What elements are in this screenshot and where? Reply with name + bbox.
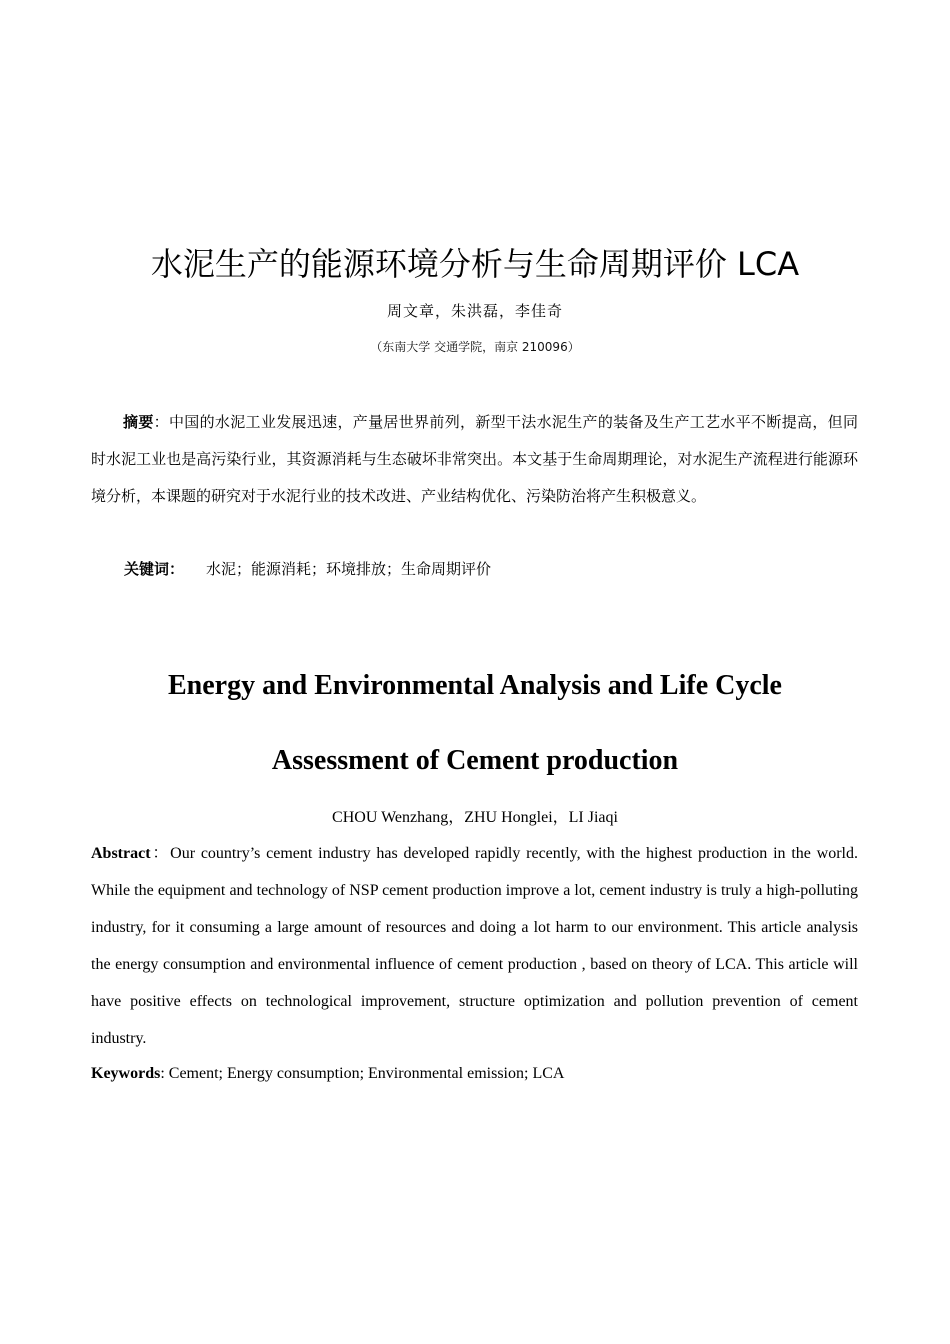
- english-keywords-value: Cement; Energy consumption; Environmental emission; LCA: [168, 1065, 565, 1082]
- english-keywords-label: Keywords: [91, 1065, 161, 1082]
- chinese-keywords-label: 关键词：: [124, 560, 185, 578]
- chinese-keywords-value: 水泥；能源消耗；环境排放；生命周期评价: [206, 560, 492, 578]
- chinese-abstract: [91, 404, 858, 515]
- english-authors: CHOU Wenzhang，ZHU Honglei，LI Jiaqi: [332, 809, 618, 826]
- english-abstract-label: Abstract: [91, 845, 151, 862]
- english-title-line-2: Assessment of Cement production: [271, 745, 679, 776]
- english-keywords: [91, 1062, 858, 1086]
- english-keywords-separator: :: [160, 1065, 169, 1082]
- english-title: [0, 648, 950, 798]
- english-abstract: [91, 835, 858, 1057]
- chinese-keywords: [124, 556, 858, 582]
- chinese-title: 水泥生产的能源环境分析与生命周期评价 LCA: [150, 245, 800, 283]
- chinese-abstract-label: 摘要: [123, 413, 154, 431]
- english-title-line-1: Energy and Environmental Analysis and Life Cycle: [167, 670, 782, 701]
- chinese-affiliation: （东南大学 交通学院，南京 210096）: [370, 340, 580, 354]
- english-abstract-text: Our country’s cement industry has developed rapidly recently, with the highest production in the world. While the equipment and technology of NSP cement production improve a lot, cement industry is truly a high-polluting industry, for it consuming a large amount of resources and doing a lot harm to our environment. This article analysis the energy consumption and environmental influence of cement production , based on theory of LCA. This article will have positive effects on technological improvement, structure optimization and pollution prevention of cement industry.: [91, 845, 858, 1047]
- chinese-abstract-separator: ：: [153, 413, 169, 431]
- chinese-authors: 周文章，朱洪磊，李佳奇: [386, 302, 563, 320]
- english-abstract-separator: ：: [150, 845, 171, 862]
- chinese-abstract-text: 中国的水泥工业发展迅速，产量居世界前列，新型干法水泥生产的装备及生产工艺水平不断提高，但同时水泥工业也是高污染行业，其资源消耗与生态破坏非常突出。本文基于生命周期理论，对水泥生产流程进行能源环境分析，本课题的研究对于水泥行业的技术改进、产业结构优化、污染防治将产生积极意义。: [91, 413, 858, 505]
